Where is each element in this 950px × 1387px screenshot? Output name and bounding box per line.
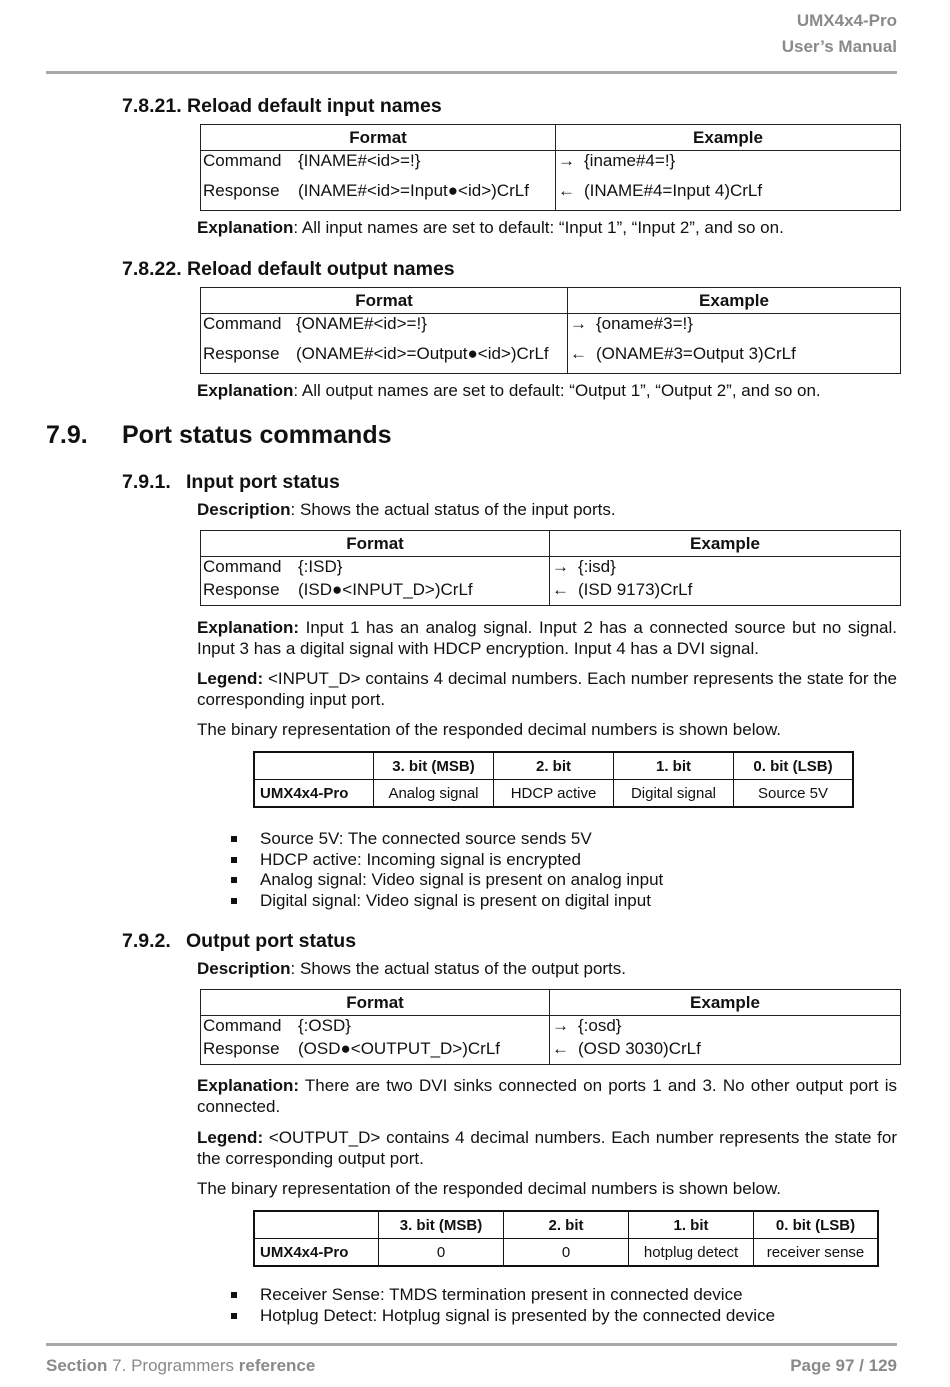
description-7-9-1 — [197, 499, 616, 520]
command-label: Command — [203, 151, 282, 170]
example-header: Example — [550, 990, 901, 1016]
bit-cell: hotplug detect — [629, 1239, 754, 1267]
bit-row-label: UMX4x4-Pro — [254, 1239, 379, 1267]
bit-header: 2. bit — [494, 752, 614, 780]
bit-table-corner — [254, 752, 374, 780]
explanation-label: Explanation — [197, 218, 294, 237]
bit-row-label: UMX4x4-Pro — [254, 780, 374, 808]
explanation-label: Explanation: — [197, 1076, 300, 1095]
explanation-7-9-2 — [197, 1075, 897, 1117]
command-example-cell — [568, 314, 901, 344]
bit-table-7-9-2 — [253, 1210, 879, 1267]
header-doc-title: User’s Manual — [781, 37, 897, 56]
explanation-7-8-22 — [197, 380, 821, 401]
explanation-7-9-1 — [197, 617, 897, 659]
legend-text: <OUTPUT_D> contains 4 decimal numbers. Each number represents the state for the corresponding output port. — [197, 1128, 897, 1168]
description-text: : Shows the actual status of the output ports. — [290, 959, 627, 978]
send-arrow: → — [552, 1016, 569, 1035]
response-example-cell — [556, 181, 901, 211]
bit-cell: 0 — [504, 1239, 629, 1267]
header-product: UMX4x4-Pro — [796, 11, 897, 30]
command-example: {iname#4=!} — [584, 151, 676, 170]
section-7-9-1-number: 7.9.1. — [122, 471, 171, 493]
receive-arrow: ← — [558, 180, 575, 200]
bit-header: 1. bit — [614, 752, 734, 780]
section-7-9-number: 7.9. — [46, 421, 88, 449]
send-arrow: → — [552, 557, 569, 576]
send-arrow: → — [558, 151, 575, 170]
format-header: Format — [201, 531, 550, 557]
response-example: (OSD 3030)CrLf — [578, 1038, 701, 1058]
bit-header: 2. bit — [504, 1211, 629, 1239]
footer-page-number: Page 97 / 129 — [790, 1356, 897, 1375]
command-label: Command — [203, 557, 282, 576]
response-label: Response — [203, 579, 280, 599]
receive-arrow: ← — [552, 579, 569, 599]
explanation-text: There are two DVI sinks connected on ports 1 and 3. No other output port is connected. — [197, 1076, 897, 1116]
bullet-list-7-9-1 — [197, 829, 897, 911]
bit-cell: 0 — [379, 1239, 504, 1267]
section-7-9-1-title: Input port status — [186, 471, 340, 493]
response-example: (INAME#4=Input 4)CrLf — [584, 180, 763, 200]
command-cell — [201, 557, 550, 580]
list-item: Hotplug Detect: Hotplug signal is presented by the connected device — [197, 1306, 897, 1327]
response-format: (ISD●<INPUT_D>)CrLf — [298, 579, 473, 599]
send-arrow: → — [570, 314, 587, 333]
format-table-7-9-1 — [200, 530, 901, 606]
section-7-9-title: Port status commands — [122, 421, 392, 449]
explanation-label: Explanation: — [197, 618, 300, 637]
description-label: Description — [197, 959, 291, 978]
format-header: Format — [201, 990, 550, 1016]
footer-section — [46, 1356, 315, 1376]
explanation-text: Input 1 has an analog signal. Input 2 has a connected source but no signal. Input 3 has a digital signal with HDCP encryption. Input 4 has a DVI signal. — [197, 618, 897, 658]
command-label: Command — [203, 1016, 282, 1035]
footer-rule — [46, 1343, 897, 1346]
response-cell — [201, 344, 568, 374]
bit-header: 0. bit (LSB) — [754, 1211, 879, 1239]
response-example: (ISD 9173)CrLf — [578, 579, 693, 599]
response-format: (INAME#<id>=Input●<id>)CrLf — [298, 180, 529, 200]
explanation-text: : All input names are set to default: “Input 1”, “Input 2”, and so on. — [293, 218, 784, 237]
receive-arrow: ← — [570, 343, 587, 363]
receive-arrow: ← — [552, 1038, 569, 1058]
legend-label: Legend: — [197, 669, 264, 688]
bit-cell: Analog signal — [374, 780, 494, 808]
command-cell — [201, 314, 568, 344]
command-format: {ONAME#<id>=!} — [296, 314, 427, 333]
list-item: HDCP active: Incoming signal is encrypted — [197, 850, 897, 871]
bit-header: 3. bit (MSB) — [379, 1211, 504, 1239]
explanation-label: Explanation — [197, 381, 294, 400]
format-header: Format — [201, 125, 556, 151]
bit-cell: Source 5V — [734, 780, 854, 808]
section-7-9-2-number: 7.9.2. — [122, 930, 171, 952]
response-cell — [201, 580, 550, 606]
command-example-cell — [550, 557, 901, 580]
response-example-cell — [550, 580, 901, 606]
list-item: Source 5V: The connected source sends 5V — [197, 829, 897, 850]
command-format: {INAME#<id>=!} — [298, 151, 421, 170]
command-format: {:ISD} — [298, 557, 343, 576]
example-header: Example — [568, 288, 901, 314]
bit-table-7-9-1 — [253, 751, 854, 808]
format-header: Format — [201, 288, 568, 314]
bullet-list-7-9-2 — [197, 1285, 897, 1326]
legend-7-9-2 — [197, 1127, 897, 1169]
legend-7-9-1 — [197, 668, 897, 710]
command-example-cell — [550, 1016, 901, 1039]
example-header: Example — [556, 125, 901, 151]
bit-table-corner — [254, 1211, 379, 1239]
bit-header: 0. bit (LSB) — [734, 752, 854, 780]
bit-cell: Digital signal — [614, 780, 734, 808]
list-item: Receiver Sense: TMDS termination present in connected device — [197, 1285, 897, 1306]
footer-section-name-bold: reference — [238, 1356, 316, 1375]
response-format: (OSD●<OUTPUT_D>)CrLf — [298, 1038, 501, 1058]
explanation-7-8-21 — [197, 217, 784, 238]
binary-intro-7-9-2: The binary representation of the responded decimal numbers is shown below. — [197, 1179, 782, 1198]
example-header: Example — [550, 531, 901, 557]
explanation-text: : All output names are set to default: “Output 1”, “Output 2”, and so on. — [293, 381, 821, 400]
bit-header: 1. bit — [629, 1211, 754, 1239]
response-example-cell — [550, 1039, 901, 1065]
command-format: {:OSD} — [298, 1016, 351, 1035]
description-label: Description — [197, 500, 291, 519]
response-label: Response — [203, 1038, 280, 1058]
description-7-9-2 — [197, 958, 626, 979]
description-text: : Shows the actual status of the input ports. — [290, 500, 616, 519]
command-cell — [201, 151, 556, 181]
header-rule — [46, 71, 897, 74]
format-table-7-8-21 — [200, 124, 901, 211]
section-7-8-22-title: 7.8.22. Reload default output names — [122, 258, 455, 280]
format-table-7-8-22 — [200, 287, 901, 374]
command-example: {:osd} — [578, 1016, 622, 1035]
bit-cell: HDCP active — [494, 780, 614, 808]
section-7-8-21-title: 7.8.21. Reload default input names — [122, 95, 442, 117]
format-table-7-9-2 — [200, 989, 901, 1065]
command-cell — [201, 1016, 550, 1039]
response-label: Response — [203, 180, 280, 200]
binary-intro-7-9-1: The binary representation of the responded decimal numbers is shown below. — [197, 720, 782, 739]
command-example: {:isd} — [578, 557, 616, 576]
footer-section-name: Programmers — [131, 1356, 235, 1375]
bit-cell: receiver sense — [754, 1239, 879, 1267]
bit-header: 3. bit (MSB) — [374, 752, 494, 780]
command-label: Command — [203, 314, 282, 333]
list-item: Analog signal: Video signal is present on analog input — [197, 870, 897, 891]
command-example-cell — [556, 151, 901, 181]
response-example: (ONAME#3=Output 3)CrLf — [596, 343, 796, 363]
response-cell — [201, 1039, 550, 1065]
section-7-9-2-title: Output port status — [186, 930, 357, 952]
legend-label: Legend: — [197, 1128, 264, 1147]
legend-text: <INPUT_D> contains 4 decimal numbers. Each number represents the state for the corresponding input port. — [197, 669, 897, 709]
response-cell — [201, 181, 556, 211]
response-label: Response — [203, 343, 280, 363]
response-example-cell — [568, 344, 901, 374]
list-item: Digital signal: Video signal is present on digital input — [197, 891, 897, 912]
response-format: (ONAME#<id>=Output●<id>)CrLf — [296, 343, 549, 363]
command-example: {oname#3=!} — [596, 314, 693, 333]
footer-section-word: Section — [46, 1356, 108, 1375]
footer-section-number: 7. — [112, 1356, 127, 1375]
